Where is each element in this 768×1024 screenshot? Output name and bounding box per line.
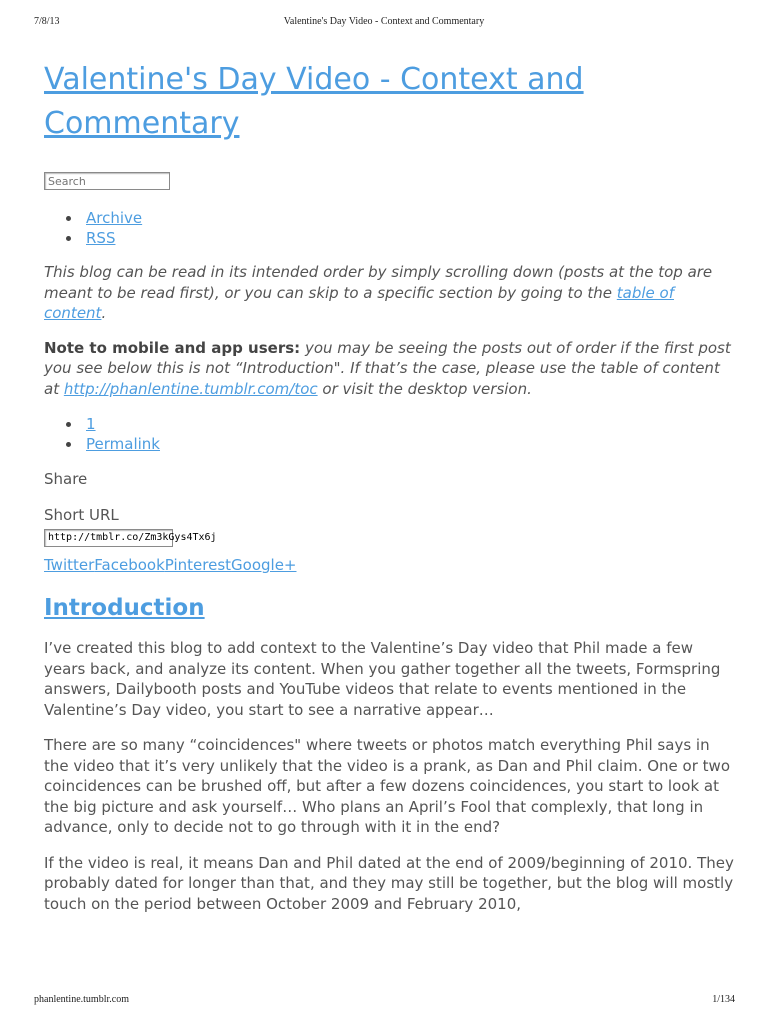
note-text: you may be seeing the posts out of order if the first post you see below this is not “Introduction". If that’s the case, please use the table of content at	[44, 338, 731, 398]
post-title-link[interactable]: Introduction	[44, 595, 205, 621]
print-footer	[0, 994, 768, 1010]
description-end: .	[101, 304, 107, 322]
note-heading: Note to mobile and app users:	[44, 338, 301, 357]
post-meta-permalink	[44, 434, 734, 454]
blog-title	[44, 58, 734, 146]
blog-content	[44, 58, 734, 914]
google-plus-share-link[interactable]: Google+	[231, 556, 297, 574]
bullet-icon	[66, 236, 71, 241]
note-end: or visit the desktop version.	[317, 379, 532, 398]
archive-link[interactable]: Archive	[86, 209, 143, 227]
print-page-number: 1/134	[712, 994, 735, 1005]
search-input[interactable]	[44, 172, 170, 190]
post-meta-notes	[44, 414, 734, 434]
notes-count-link[interactable]: 1	[86, 415, 96, 433]
post-meta-list	[44, 414, 734, 454]
share-links	[44, 555, 734, 575]
print-date: 7/8/13	[34, 16, 60, 27]
post-title	[44, 593, 734, 623]
bullet-icon	[66, 442, 71, 447]
nav-list	[44, 208, 734, 248]
toc-url-link[interactable]: http://phanlentine.tumblr.com/toc	[63, 379, 318, 398]
bullet-icon	[66, 216, 71, 221]
permalink-link[interactable]: Permalink	[86, 435, 160, 453]
share-label: Share	[44, 470, 88, 488]
description-text: This blog can be read in its intended order by simply scrolling down (posts at the top are meant to be read first), or you can skip to a specific section by going to the	[44, 263, 713, 302]
nav-item-archive	[44, 208, 734, 228]
table-of-content-link[interactable]: table of content	[44, 283, 674, 322]
facebook-share-link[interactable]: Facebook	[94, 556, 165, 574]
twitter-share-link[interactable]: Twitter	[44, 556, 95, 574]
print-site-url: phanlentine.tumblr.com	[34, 994, 129, 1005]
rss-link[interactable]: RSS	[86, 229, 116, 247]
post-paragraph: There are so many “coincidences" where tweets or photos match everything Phil says in the video that it’s very unlikely that the video is a prank, as Dan and Phil claim. One or two coincidences can be brushed off, but after a few dozens coincidences, you start to look at the big picture and ask yourself… Who plans an April’s Fool that complexly, that long in advance, only to decide not to go through with it in the end?	[44, 736, 730, 836]
short-url-label: Short URL	[44, 506, 119, 524]
post-paragraph: If the video is real, it means Dan and Phil dated at the end of 2009/beginning of 2010. They probably dated for longer than that, and they may still be together, but the blog will mostly touch on the period between October 2009 and February 2010,	[44, 853, 734, 913]
print-document-title: Valentine's Day Video - Context and Commentary	[283, 16, 485, 27]
pinterest-share-link[interactable]: Pinterest	[164, 556, 232, 574]
nav-item-rss	[44, 228, 734, 248]
blog-title-link[interactable]: Valentine's Day Video - Context and Commentary	[44, 62, 584, 141]
post-paragraph: I’ve created this blog to add context to the Valentine’s Day video that Phil made a few years back, and analyze its content. When you gather together all the tweets, Formspring answers, Dailybooth posts and YouTube videos that relate to events mentioned in the Valentine’s Day video, you start to see a narrative appear…	[44, 639, 721, 719]
bullet-icon	[66, 422, 71, 427]
mobile-note	[44, 338, 734, 400]
print-header	[0, 16, 768, 32]
blog-description	[44, 262, 734, 324]
short-url-field[interactable]: http://tmblr.co/Zm3kGys4Tx6j	[44, 529, 173, 547]
